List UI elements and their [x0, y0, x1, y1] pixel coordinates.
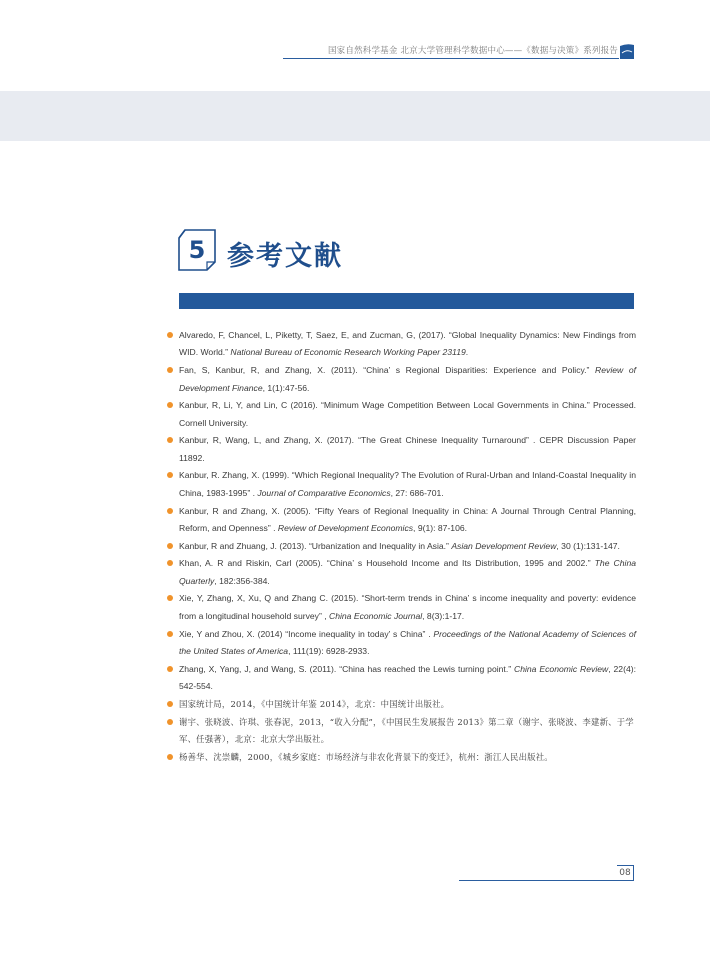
reference-text: Kanbur, R and Zhuang, J. (2013). “Urbanization and Inequality in Asia.” — [179, 540, 452, 551]
reference-text: Kanbur, R, Wang, L, and Zhang, X. (2017). “The Great Chinese Inequality Turnaround” . CEPR Discussion Paper 11892. — [179, 435, 636, 463]
reference-text: Khan, A. R and Riskin, Carl (2005). “China’ s Household Income and Its Distribution, 1995 and 2002.” — [179, 558, 595, 569]
reference-text: Xie, Y, Zhang, X, Xu, Q and Zhang C. (2015). “Short-term trends in China’ s income inequality and poverty: evidence from a longitudinal household survey” , — [179, 593, 636, 621]
bullet-icon — [167, 543, 173, 549]
reference-item — [166, 555, 636, 590]
reference-item — [166, 661, 636, 696]
bullet-icon — [167, 472, 173, 478]
bullet-icon — [167, 508, 173, 514]
reference-text: Kanbur, R, Li, Y, and Lin, C (2016). “Minimum Wage Competition Between Local Governments in China.” Processed. Cornell University. — [179, 400, 636, 428]
reference-item — [166, 467, 636, 502]
reference-item — [166, 503, 636, 538]
reference-item — [166, 397, 636, 432]
page-number: 08 — [617, 865, 634, 881]
reference-citation: . — [465, 347, 469, 358]
reference-source: China Economic Review — [514, 663, 609, 674]
reference-text: Kanbur, R and Zhang, X. (2005). “Fifty Years of Regional Inequality in China: A Journal Through Central Planning, Reform, and Openness” . — [179, 505, 636, 533]
reference-item — [166, 714, 636, 749]
section-number: 5 — [188, 236, 206, 264]
reference-item — [166, 538, 636, 555]
reference-source: Proceedings of the National Academy of Sciences of the United States of America — [179, 628, 636, 656]
reference-list — [166, 327, 636, 766]
reference-citation: , 30 (1):131-147. — [556, 540, 620, 551]
reference-item — [166, 626, 636, 661]
bullet-icon — [167, 367, 173, 373]
reference-source: The China Quarterly — [179, 558, 637, 586]
reference-item — [166, 432, 636, 467]
reference-citation: , 8(3):1-17. — [422, 610, 465, 621]
reference-text: Fan, S, Kanbur, R, and Zhang, X. (2011). “China’ s Regional Disparities: Experience and Policy.” — [179, 365, 596, 376]
header-band — [0, 91, 710, 141]
reference-source: Review of Development Finance — [179, 365, 636, 393]
reference-text: Zhang, X, Yang, J, and Wang, S. (2011). “China has reached the Lewis turning point.” — [179, 663, 514, 674]
reference-source: National Bureau of Economic Research Working Paper 23119 — [230, 347, 466, 358]
header-corner-tab-icon — [620, 43, 634, 59]
bullet-icon — [167, 701, 173, 707]
reference-source: China Economic Journal — [329, 610, 423, 621]
reference-citation: , 111(19): 6928-2933. — [288, 645, 370, 656]
bullet-icon — [167, 437, 173, 443]
bullet-icon — [167, 754, 173, 760]
reference-source: Asian Development Review — [451, 540, 557, 551]
bullet-icon — [167, 631, 173, 637]
reference-source: Review of Development Economics — [277, 522, 414, 533]
reference-text: 杨善华、沈崇麟，2000，《城乡家庭：市场经济与非农化背景下的变迁》，杭州：浙江人民出版社。 — [179, 751, 553, 762]
reference-text: Kanbur, R. Zhang, X. (1999). “Which Regional Inequality? The Evolution of Rural-Urban and Inland-Coastal Inequality in China, 1983-1995” . — [179, 470, 636, 498]
section-divider-bar — [179, 293, 634, 309]
bullet-icon — [167, 719, 173, 725]
footer-rule — [459, 880, 619, 881]
section-number-badge — [177, 228, 217, 272]
bullet-icon — [167, 595, 173, 601]
reference-text: Xie, Y and Zhou, X. (2014) “Income inequality in today’ s China” . — [179, 628, 434, 639]
reference-item — [166, 590, 636, 625]
reference-citation: , 1(1):47-56. — [262, 382, 310, 393]
reference-text: 国家统计局，2014，《中国统计年鉴 2014》，北京：中国统计出版社。 — [179, 698, 450, 709]
bullet-icon — [167, 666, 173, 672]
reference-citation: , 9(1): 87-106. — [413, 522, 468, 533]
reference-citation: , 182:356-384. — [214, 575, 270, 586]
reference-item — [166, 749, 636, 766]
reference-item — [166, 362, 636, 397]
reference-text: Alvaredo, F, Chancel, L, Piketty, T, Saez, E, and Zucman, G, (2017). “Global Inequality Dynamics: New Findings from WID. World.” — [179, 330, 636, 358]
section-title: 参考文献 — [227, 241, 343, 272]
bullet-icon — [167, 560, 173, 566]
reference-item — [166, 327, 636, 362]
bullet-icon — [167, 332, 173, 338]
reference-citation: , 22(4): 542-554. — [179, 663, 636, 692]
reference-text: 谢宇、张晓波、许琪、张春泥，2013，“收入分配”，《中国民生发展报告 2013》第二章（谢宇、张晓波、李建新、于学军、任强著），北京：北京大学出版社。 — [179, 716, 634, 744]
header-rule — [283, 58, 619, 59]
bullet-icon — [167, 402, 173, 408]
reference-item — [166, 696, 636, 713]
reference-source: Journal of Comparative Economics — [257, 487, 391, 498]
running-header: 国家自然科学基金 北京大学管理科学数据中心——《数据与决策》系列报告 — [327, 46, 618, 56]
reference-citation: , 27: 686-701. — [390, 487, 444, 498]
